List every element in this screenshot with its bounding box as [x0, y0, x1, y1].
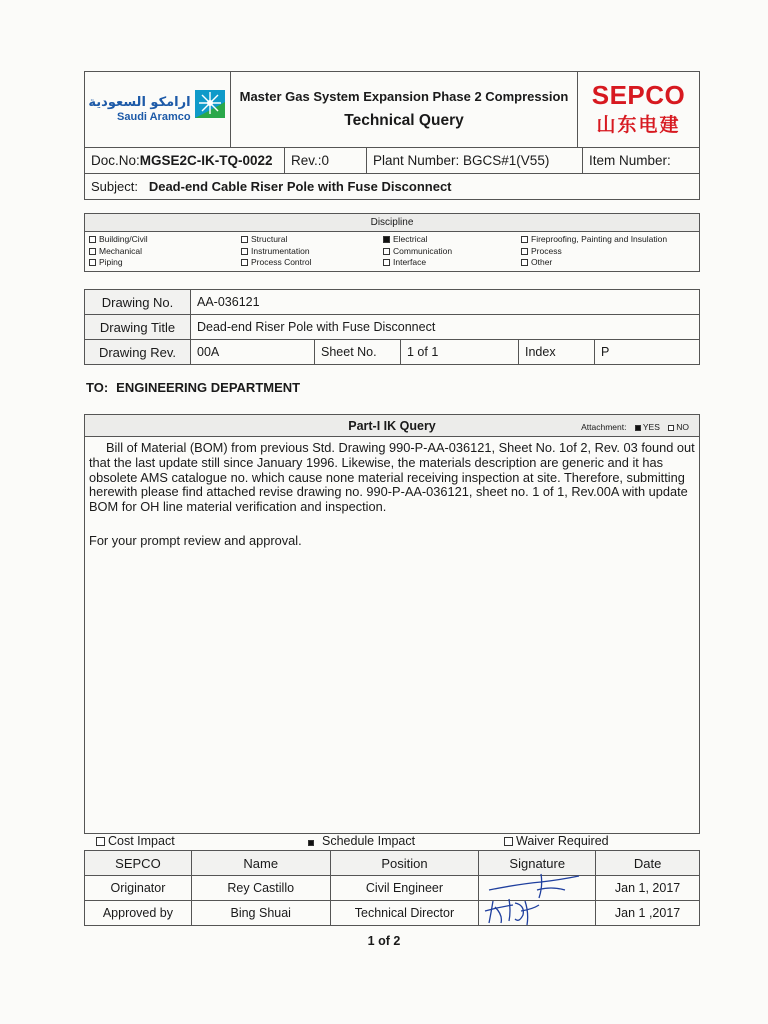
discipline-option	[521, 246, 691, 258]
plant-number: Plant Number: BGCS#1(V55)	[367, 148, 583, 174]
query-header	[85, 415, 699, 437]
signoff-header-position: Position	[330, 851, 479, 876]
discipline-checkbox	[521, 236, 528, 243]
discipline-option	[241, 234, 383, 246]
discipline-column	[89, 234, 241, 269]
discipline-option	[89, 246, 241, 258]
discipline-title: Discipline	[85, 214, 700, 232]
header-title-block	[231, 72, 578, 148]
attachment-no-checkbox	[668, 425, 674, 431]
discipline-checkbox	[89, 248, 96, 255]
discipline-checkbox	[521, 248, 528, 255]
sheet-no-value: 1 of 1	[401, 340, 519, 365]
discipline-grid	[85, 232, 699, 271]
page-number: 1 of 2	[367, 934, 401, 948]
query-paragraph-1: Bill of Material (BOM) from previous Std. Drawing 990-P-AA-036121, Sheet No. 1of 2, Rev. 03 found out that the last update still since January 1996. Likewise, the materials description are generic and it has obsolete AMS catalogue no. which cause none material receiving inspection at site. Therefore, submitting herewith please find attached revise drawing no. 990-P-AA-036121, sheet no. 1 of 1, Rev.00A with update BOM for OH line material verification and inspection.	[89, 440, 695, 515]
waiver-required	[504, 834, 609, 848]
cost-impact-label: Cost Impact	[108, 834, 175, 848]
discipline-option-label: Electrical	[393, 234, 428, 244]
discipline-checkbox	[383, 259, 390, 266]
discipline-option-label: Process	[531, 245, 562, 256]
drawing-no-value: AA-036121	[191, 290, 700, 315]
index-label: Index	[519, 340, 595, 365]
discipline-option-label: Piping	[99, 257, 123, 267]
signoff-header-date: Date	[596, 851, 700, 876]
attachment-indicator	[581, 422, 689, 432]
document-header	[84, 71, 700, 148]
discipline-checkbox	[241, 248, 248, 255]
originator-date: Jan 1, 2017	[596, 876, 700, 901]
discipline-option-label: Fireproofing, Painting and Insulation	[531, 234, 668, 244]
approver-name: Bing Shuai	[191, 901, 330, 926]
to-line	[86, 380, 308, 395]
discipline-checkbox	[383, 248, 390, 255]
subject-text: Dead-end Cable Riser Pole with Fuse Disconnect	[148, 179, 452, 194]
attachment-yes-checkbox	[635, 425, 641, 431]
drawing-rev-label: Drawing Rev.	[85, 340, 191, 365]
discipline-option	[521, 257, 691, 269]
sheet-no-label: Sheet No.	[315, 340, 401, 365]
discipline-option-label: Structural	[251, 234, 288, 244]
discipline-option	[241, 257, 383, 269]
discipline-option-label: Interface	[393, 257, 427, 267]
discipline-column	[241, 234, 383, 269]
item-number: Item Number:	[583, 148, 700, 174]
cost-impact-checkbox	[96, 837, 105, 846]
sepco-logo	[578, 72, 700, 148]
discipline-checkbox	[521, 259, 528, 266]
discipline-column	[521, 234, 691, 269]
discipline-checkbox	[241, 259, 248, 266]
saudi-aramco-logo	[85, 72, 231, 148]
discipline-option	[383, 257, 521, 269]
project-title: Master Gas System Expansion Phase 2 Compression	[239, 89, 569, 104]
discipline-option	[521, 234, 691, 246]
originator-role: Originator	[85, 876, 192, 901]
subject-label: Subject:	[91, 179, 138, 194]
attachment-yes-label: YES	[642, 422, 660, 432]
subject-row	[84, 173, 700, 200]
approver-date: Jan 1 ,2017	[596, 901, 700, 926]
schedule-impact-label: Schedule Impact	[322, 834, 416, 848]
discipline-checkbox	[89, 259, 96, 266]
impact-row	[84, 834, 700, 850]
doc-number	[85, 148, 285, 174]
cost-impact	[96, 834, 175, 848]
document-type: Technical Query	[344, 112, 464, 129]
attachment-label: Attachment:	[581, 422, 627, 432]
aramco-english-name: Saudi Aramco	[117, 110, 191, 123]
discipline-option-label: Mechanical	[99, 245, 142, 256]
originator-position: Civil Engineer	[330, 876, 479, 901]
index-value: P	[595, 340, 700, 365]
discipline-option-label: Communication	[393, 245, 453, 256]
discipline-option	[241, 246, 383, 258]
query-body	[85, 437, 699, 549]
discipline-option-label: Other	[531, 257, 553, 267]
signoff-header-name: Name	[191, 851, 330, 876]
discipline-checkbox	[89, 236, 96, 243]
schedule-impact-checkbox	[308, 840, 314, 846]
query-paragraph-2: For your prompt review and approval.	[89, 532, 302, 548]
approver-signature-mark	[479, 893, 596, 929]
originator-name: Rey Castillo	[191, 876, 330, 901]
signoff-header-sepco: SEPCO	[85, 851, 192, 876]
drawing-table	[84, 289, 700, 365]
attachment-no-label: NO	[676, 422, 689, 432]
document-info-row	[84, 147, 700, 174]
discipline-table	[84, 213, 700, 272]
drawing-no-label: Drawing No.	[85, 290, 191, 315]
discipline-option-label: Instrumentation	[251, 245, 310, 256]
discipline-option	[383, 234, 521, 246]
doc-number-value: MGSE2C-IK-TQ-0022	[139, 153, 273, 168]
discipline-option	[383, 246, 521, 258]
discipline-column	[383, 234, 521, 269]
drawing-title-label: Drawing Title	[85, 315, 191, 340]
revision: Rev.:0	[285, 148, 367, 174]
discipline-options	[85, 232, 700, 272]
drawing-rev-value: 00A	[191, 340, 315, 365]
discipline-option	[89, 234, 241, 246]
schedule-impact	[308, 834, 415, 848]
aramco-star-icon	[193, 88, 227, 132]
subject-cell	[85, 174, 700, 200]
query-title: Part-I IK Query	[348, 419, 436, 433]
to-label: TO:	[86, 380, 109, 395]
signoff-header-signature: Signature	[479, 851, 596, 876]
waiver-checkbox	[504, 837, 513, 846]
approver-role: Approved by	[85, 901, 192, 926]
to-department: ENGINEERING DEPARTMENT	[116, 380, 301, 395]
query-section	[84, 414, 700, 834]
approver-position: Technical Director	[330, 901, 479, 926]
approver-signature	[479, 901, 596, 926]
discipline-option	[89, 257, 241, 269]
waiver-label: Waiver Required	[516, 834, 609, 848]
sepco-chinese-name: 山东电建	[596, 114, 681, 136]
aramco-arabic-name: ارامكو السعودية	[88, 95, 191, 111]
discipline-option-label: Building/Civil	[99, 234, 148, 244]
doc-number-label: Doc.No:	[91, 153, 140, 168]
drawing-title-value: Dead-end Riser Pole with Fuse Disconnect	[191, 315, 700, 340]
sepco-english-name: SEPCO	[591, 80, 686, 110]
discipline-checkbox	[241, 236, 248, 243]
signoff-table	[84, 850, 700, 926]
discipline-checkbox	[383, 236, 390, 243]
discipline-option-label: Process Control	[251, 257, 312, 267]
